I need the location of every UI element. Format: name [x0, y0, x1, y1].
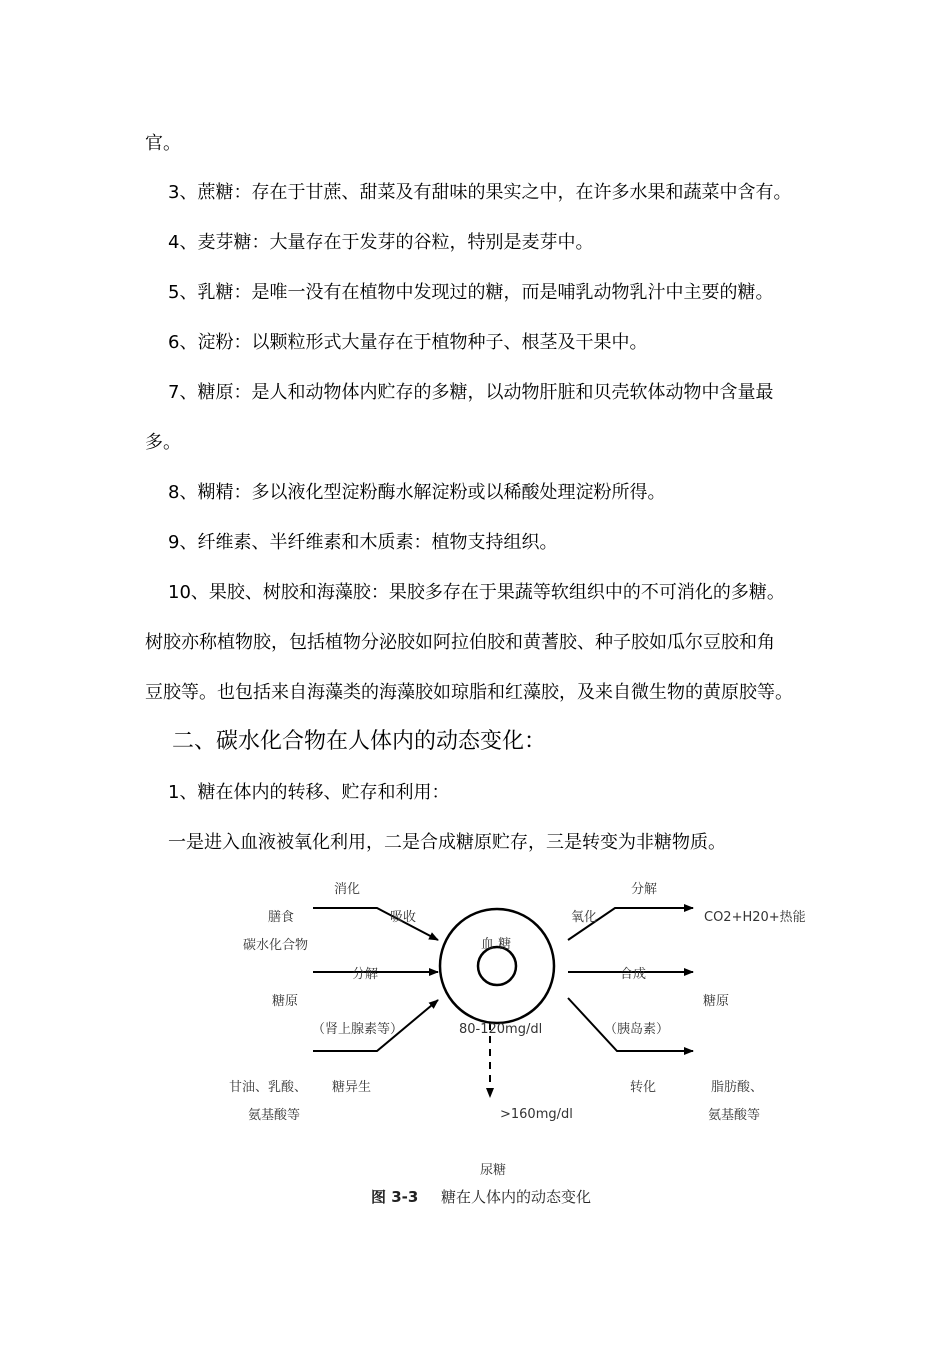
- paragraph-pectin: 10、果胶、树胶和海藻胶：果胶多存在于果蔬等软组织中的不可消化的多糖。: [168, 582, 785, 603]
- label-breakdown-right: 分解: [631, 882, 658, 897]
- urine-glucose-arrowhead: [486, 1088, 494, 1098]
- label-adrenaline: （肾上腺素等）: [312, 1022, 404, 1037]
- label-glycogen-left: 糖原: [272, 994, 299, 1009]
- paragraph-lactose: 5、乳糖：是唯一没有在植物中发现过的糖，而是哺乳动物乳汁中主要的糖。: [168, 282, 774, 303]
- subheading: 1、糖在体内的转移、贮存和利用：: [168, 782, 450, 803]
- label-carbohydrates: 碳水化合物: [243, 938, 309, 953]
- paragraph-glycogen: 7、糖原：是人和动物体内贮存的多糖，以动物肝脏和贝壳软体动物中含量最: [168, 382, 774, 403]
- label-digestion: 消化: [334, 882, 361, 897]
- label-threshold: >160mg/dl: [500, 1107, 573, 1122]
- paragraph-sucrose: 3、蔗糖：存在于甘蔗、甜菜及有甜味的果实之中，在许多水果和蔬菜中含有。: [168, 182, 792, 203]
- blood-glucose-inner-circle: [478, 947, 516, 985]
- label-breakdown-left: 分解: [352, 967, 379, 982]
- summary-line: 一是进入血液被氧化利用，二是合成糖原贮存，三是转变为非糖物质。: [168, 832, 726, 853]
- label-normal-range: 80-120mg/dl: [459, 1022, 543, 1037]
- label-oxidation: 氧化: [571, 910, 598, 925]
- label-amino-acids-left: 氨基酸等: [248, 1108, 301, 1123]
- label-blood-glucose: 血 糖: [481, 937, 512, 952]
- intake-arrow: [313, 908, 438, 940]
- label-fatty-acids: 脂肪酸、: [711, 1080, 764, 1095]
- label-synthesis: 合成: [620, 967, 647, 982]
- paragraph-maltose: 4、麦芽糖：大量存在于发芽的谷粒，特别是麦芽中。: [168, 232, 594, 253]
- paragraph-pectin-cont2: 豆胶等。也包括来自海藻类的海藻胶如琼脂和红藻胶，及来自微生物的黄原胶等。: [145, 682, 793, 703]
- paragraph-starch: 6、淀粉：以颗粒形式大量存在于植物种子、根茎及干果中。: [168, 332, 648, 353]
- paragraph-dextrin: 8、糊精：多以液化型淀粉酶水解淀粉或以稀酸处理淀粉所得。: [168, 482, 666, 503]
- label-glycogen-right: 糖原: [703, 994, 730, 1009]
- label-conversion: 转化: [630, 1080, 657, 1095]
- section-heading: 二、碳水化合物在人体内的动态变化：: [172, 729, 547, 754]
- paragraph-glycogen-cont: 多。: [145, 432, 181, 453]
- label-insulin: （胰岛素）: [604, 1022, 670, 1037]
- label-gluconeogenesis: 糖异生: [332, 1080, 372, 1095]
- blood-glucose-outer-circle: [440, 909, 554, 1023]
- label-diet: 膳食: [268, 910, 295, 925]
- label-urine-glucose: 尿糖: [480, 1163, 507, 1178]
- label-amino-acids-right: 氨基酸等: [708, 1108, 761, 1123]
- label-products: CO2+H20+热能: [704, 910, 806, 925]
- figure-number: 图 3-3: [371, 1188, 419, 1206]
- paragraph-pectin-cont1: 树胶亦称植物胶，包括植物分泌胶如阿拉伯胶和黄蓍胶、种子胶如瓜尔豆胶和角: [145, 632, 775, 653]
- label-absorption: 吸收: [390, 910, 417, 925]
- paragraph-line: 官。: [145, 133, 181, 154]
- figure-title: 糖在人体内的动态变化: [441, 1188, 592, 1206]
- paragraph-cellulose: 9、纤维素、半纤维素和木质素：植物支持组织。: [168, 532, 558, 553]
- label-glycerol-lactate: 甘油、乳酸、: [229, 1080, 308, 1095]
